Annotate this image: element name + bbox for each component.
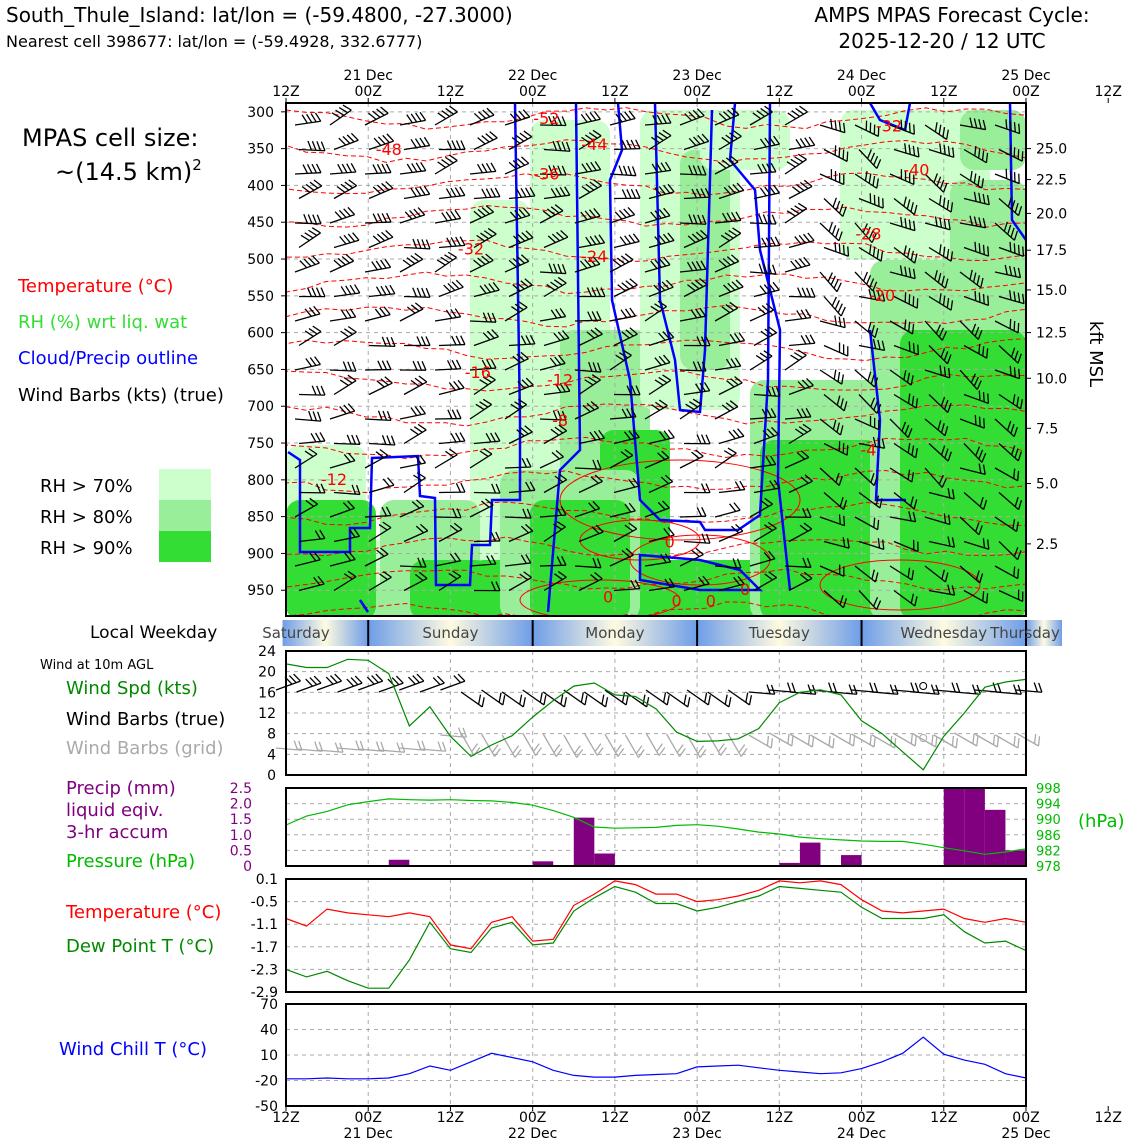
wind-barb-grid — [625, 731, 646, 758]
barb-staff — [543, 734, 556, 757]
barb-staff — [708, 733, 721, 756]
barb-feather — [396, 743, 401, 752]
wind-barb-grid — [995, 727, 1022, 748]
temp-tick-label: -1.1 — [251, 917, 278, 933]
dewpoint-label: Dew Point T (°C) — [66, 936, 214, 957]
temperature-label: -24 — [581, 247, 607, 266]
barb-staff — [680, 516, 706, 517]
bottom-time-label: 00Z — [519, 1110, 546, 1126]
wind-tick-label: 4 — [267, 747, 276, 763]
wind-panel — [258, 644, 1043, 784]
precip-panel — [230, 781, 1061, 875]
windchill-tick-label: 40 — [260, 1023, 278, 1039]
barb-staff — [564, 735, 577, 758]
pressure-tick-label: 700 — [247, 399, 274, 415]
top-time-label: 12Z — [766, 84, 793, 100]
barb-feather — [791, 683, 796, 692]
temperature-label: -8 — [552, 411, 568, 430]
pressure-tick-label: 800 — [247, 473, 274, 489]
wind-tick-label: 0 — [267, 768, 276, 784]
temperature-label: 0 — [665, 532, 675, 551]
wind-barb-true — [502, 685, 528, 707]
wind-barb-true — [852, 681, 879, 692]
temperature-label: -4 — [860, 440, 876, 459]
bottom-time-label: 12Z — [272, 1110, 299, 1126]
barb-staff — [584, 733, 597, 756]
temperature-label: -16 — [465, 363, 491, 382]
temperature-line — [286, 881, 1026, 949]
windchill-tick-label: -50 — [255, 1099, 278, 1115]
barb-staff — [379, 683, 403, 692]
bottom-time-label: 12Z — [766, 1110, 793, 1126]
bottom-date-label: 22 Dec — [508, 1126, 557, 1140]
wind-barb-grid — [810, 727, 837, 748]
wind-tick-label: 20 — [258, 665, 276, 681]
kft-tick-label: 2.5 — [1036, 537, 1058, 553]
temperature-label: -20 — [869, 286, 895, 305]
temperature-label: 0 — [603, 588, 613, 607]
pressure-tick-label: 450 — [247, 215, 274, 231]
barb-feather — [910, 683, 915, 692]
bottom-time-label: 00Z — [848, 1110, 875, 1126]
temperature-label: -28 — [855, 225, 881, 244]
barb-feather — [869, 683, 874, 692]
barb-feather — [442, 742, 447, 751]
pressure-tick-label: 998 — [1036, 782, 1061, 797]
barb-staff — [369, 346, 395, 347]
barb-staff — [474, 493, 500, 494]
wind-barb-true — [543, 685, 569, 707]
temperature-label: -52 — [533, 109, 559, 128]
wind-barb-true — [1016, 681, 1043, 692]
temperature-label: -32 — [458, 239, 484, 258]
barb-staff — [334, 444, 360, 445]
pressure-tick-label: 750 — [247, 436, 274, 452]
barb-staff — [789, 297, 815, 298]
wind-barbs-grid-label: Wind Barbs (grid) — [66, 738, 224, 759]
pressure-tick-label: 900 — [247, 546, 274, 562]
legend-rh80-swatch — [159, 500, 211, 531]
barb-feather — [832, 683, 837, 692]
windchill-tick-label: 10 — [260, 1048, 278, 1064]
pressure-tick-label: 978 — [1036, 860, 1061, 875]
pressure-tick-label: 950 — [247, 583, 274, 599]
temp-panel — [251, 872, 1026, 1001]
temp-tick-label: -2.9 — [251, 985, 278, 1001]
wind-barb-true — [355, 673, 383, 690]
barb-feather — [828, 683, 833, 692]
barb-feather — [915, 683, 920, 692]
wind-barbs-true-label: Wind Barbs (true) — [66, 709, 225, 730]
cell-size-label: MPAS cell size: — [22, 124, 198, 152]
weekday-name: Monday — [585, 624, 644, 642]
wind-tick-label: 24 — [258, 644, 276, 660]
legend-rh70-swatch — [159, 469, 211, 500]
weekday-strip — [262, 620, 1062, 646]
top-date-label: 22 Dec — [508, 68, 557, 84]
temp-tick-label: 0.1 — [256, 872, 278, 888]
barb-feather — [931, 685, 936, 694]
temperature-label: 0 — [740, 580, 750, 599]
top-time-label: 12Z — [930, 84, 957, 100]
barb-staff — [667, 734, 680, 757]
barb-staff — [523, 733, 536, 756]
pressure-line — [286, 799, 1026, 854]
bottom-date-label: 21 Dec — [344, 1126, 393, 1140]
precip-bar — [841, 855, 862, 866]
kft-tick-label: 15.0 — [1036, 283, 1067, 299]
pressure-tick-label: 400 — [247, 178, 274, 194]
weekday-label: Local Weekday — [90, 623, 217, 643]
wind-barb-true — [667, 685, 693, 707]
barb-feather — [1033, 683, 1038, 692]
wind-barb-true — [749, 683, 776, 694]
legend-rh: RH (%) wrt liq. wat — [18, 312, 187, 333]
pressure-tick-label: 600 — [247, 326, 274, 342]
wind-barb-grid — [708, 729, 729, 756]
barb-feather — [956, 683, 961, 692]
temp-label: Temperature (°C) — [65, 902, 221, 923]
pressure-tick-label: 990 — [1036, 813, 1061, 828]
top-time-label: 00Z — [848, 84, 875, 100]
wind-barb-grid — [646, 729, 667, 756]
top-time-label: 00Z — [1012, 84, 1039, 100]
header-subtitle-left: Nearest cell 398677: lat/lon = (-59.4928, 332.6777) — [6, 32, 422, 51]
precip-label-2: liquid eqiv. — [66, 800, 163, 821]
wind-barb-true — [437, 673, 465, 690]
temperature-label: 0 — [706, 591, 716, 610]
wind-barb-true — [584, 685, 610, 707]
barb-staff — [540, 565, 566, 566]
precip-tick-label: 1.0 — [230, 828, 252, 844]
wind-barb-grid — [1016, 725, 1043, 746]
panel-border — [286, 879, 1026, 992]
legend-cloud: Cloud/Precip outline — [18, 348, 198, 369]
wind-barb-grid — [749, 727, 776, 748]
header-title-left: South_Thule_Island: lat/lon = (-59.4800, -27.3000) — [6, 3, 513, 27]
temperature-label: -12 — [321, 470, 347, 489]
temperature-label: -48 — [376, 140, 402, 159]
pressure-label: Pressure (hPa) — [66, 851, 195, 872]
bottom-time-label: 00Z — [355, 1110, 382, 1126]
barb-staff — [728, 734, 741, 757]
barb-staff — [482, 734, 495, 757]
barb-staff — [420, 683, 444, 692]
barb-feather — [437, 742, 442, 751]
bottom-time-axis — [272, 1106, 1122, 1140]
bottom-time-label: 00Z — [1012, 1110, 1039, 1126]
barb-staff — [646, 733, 659, 756]
barb-staff — [276, 681, 300, 690]
bottom-time-label: 12Z — [930, 1110, 957, 1126]
bottom-time-label: 12Z — [601, 1110, 628, 1126]
top-time-label: 12Z — [437, 84, 464, 100]
weekday-name: Tuesday — [748, 624, 810, 642]
top-time-label: 12Z — [601, 84, 628, 100]
temperature-label: -12 — [547, 370, 573, 389]
precip-bar — [800, 843, 821, 866]
top-time-label: 12Z — [272, 84, 299, 100]
wind-barb-true — [396, 673, 424, 690]
bottom-date-label: 24 Dec — [837, 1126, 886, 1140]
kft-tick-label: 17.5 — [1036, 243, 1067, 259]
legend-rh90-swatch — [159, 531, 211, 562]
bottom-time-label: 12Z — [437, 1110, 464, 1126]
wind-tick-label: 12 — [258, 706, 276, 722]
top-time-label: 00Z — [355, 84, 382, 100]
pressure-tick-label: 650 — [247, 362, 274, 378]
kft-axis-title: kft MSL — [1085, 321, 1106, 387]
windchill-label: Wind Chill T (°C) — [59, 1039, 207, 1060]
weekday-name: Sunday — [422, 624, 478, 642]
wind-barb-true — [314, 673, 342, 690]
pressure-tick-label: 850 — [247, 510, 274, 526]
barb-staff — [575, 320, 601, 321]
kft-tick-label: 25.0 — [1036, 142, 1067, 158]
legend-temperature: Temperature (°C) — [17, 276, 173, 297]
temperature-label: 0 — [671, 591, 681, 610]
wind-speed-label: Wind Spd (kts) — [66, 678, 198, 699]
kft-tick-label: 5.0 — [1036, 477, 1058, 493]
weekday-name: Saturday — [262, 624, 330, 642]
barb-staff — [435, 517, 461, 518]
barb-staff — [297, 683, 321, 692]
wind-barb-grid — [564, 731, 585, 758]
temperature-label: -32 — [876, 117, 902, 136]
temperature-label: -36 — [533, 164, 559, 183]
legend-rh70: RH > 70% — [40, 476, 133, 497]
pressure-tick-label: 300 — [247, 105, 274, 121]
precip-bar — [985, 810, 1006, 866]
top-date-label: 25 Dec — [1001, 68, 1050, 84]
wind-barb-true — [934, 681, 961, 692]
precip-bar — [1005, 850, 1026, 866]
temp-tick-label: -2.3 — [251, 962, 278, 978]
top-date-label: 24 Dec — [837, 68, 886, 84]
barb-feather — [1038, 683, 1043, 692]
kft-tick-label: 10.0 — [1036, 371, 1067, 387]
bottom-time-label: 00Z — [683, 1110, 710, 1126]
wind-barb-true — [461, 685, 487, 707]
temperature-label: -40 — [903, 161, 929, 180]
top-time-label: 00Z — [683, 84, 710, 100]
legend-rh80: RH > 80% — [40, 507, 133, 528]
cell-size-value: ~(14.5 km)$^2$ — [55, 156, 202, 186]
barb-feather — [335, 743, 340, 752]
wind-barb-grid — [667, 730, 688, 757]
barb-staff — [474, 541, 500, 542]
wind-tick-label: 16 — [258, 685, 276, 701]
wind-barb-true — [708, 685, 734, 707]
pressure-tick-label: 994 — [1036, 798, 1061, 813]
weekday-name: Wednesday — [900, 624, 987, 642]
kft-tick-label: 22.5 — [1036, 173, 1067, 189]
wind-title: Wind at 10m AGL — [40, 658, 154, 673]
bottom-date-label: 23 Dec — [672, 1126, 721, 1140]
precip-bar — [594, 854, 615, 866]
windchill-panel — [255, 997, 1026, 1115]
bottom-date-label: 25 Dec — [1001, 1126, 1050, 1140]
pressure-tick-label: 350 — [247, 142, 274, 158]
top-time-label: 12Z — [1095, 84, 1122, 100]
temperature-label: -44 — [581, 135, 607, 154]
header-title-right: AMPS MPAS Forecast Cycle: — [814, 3, 1089, 27]
barb-staff — [299, 395, 325, 396]
precip-label-1: Precip (mm) — [66, 778, 176, 799]
precip-tick-label: 0 — [243, 859, 252, 875]
temp-tick-label: -0.5 — [251, 895, 278, 911]
legend-rh90: RH > 90% — [40, 538, 133, 559]
legend-wind: Wind Barbs (kts) (true) — [18, 385, 224, 406]
kft-tick-label: 7.5 — [1036, 421, 1058, 437]
kft-tick-label: 20.0 — [1036, 206, 1067, 222]
wind-barb-grid — [482, 730, 503, 757]
wind-barb-true — [728, 683, 754, 705]
cross-section-panel — [247, 68, 1122, 625]
pressure-tick-label: 986 — [1036, 829, 1061, 844]
precip-bar — [944, 788, 965, 866]
precip-tick-label: 0.5 — [230, 843, 252, 859]
pressure-tick-label: 982 — [1036, 844, 1061, 859]
barb-staff — [338, 683, 362, 692]
precip-label-3: 3-hr accum — [66, 822, 168, 843]
calm-marker — [920, 683, 927, 690]
precip-tick-label: 2.5 — [230, 781, 252, 797]
weekday-name: Thursday — [989, 624, 1060, 642]
windchill-line — [286, 1037, 1026, 1079]
windchill-tick-label: -20 — [255, 1074, 278, 1090]
wind-barb-true — [769, 681, 796, 692]
bottom-time-label: 12Z — [1095, 1110, 1122, 1126]
wind-tick-label: 8 — [267, 727, 276, 743]
wind-barb-grid — [584, 729, 605, 756]
barb-feather — [890, 685, 895, 694]
pressure-tick-label: 550 — [247, 289, 274, 305]
header-cycle: 2025-12-20 / 12 UTC — [838, 29, 1045, 53]
wind-barb-true — [893, 681, 920, 692]
top-time-label: 00Z — [519, 84, 546, 100]
windchill-tick-label: 70 — [260, 997, 278, 1013]
pressure-tick-label: 500 — [247, 252, 274, 268]
precip-tick-label: 2.0 — [230, 797, 252, 813]
kft-tick-label: 12.5 — [1036, 326, 1067, 342]
barb-staff — [605, 734, 618, 757]
precip-tick-label: 1.5 — [230, 812, 252, 828]
temp-tick-label: -1.7 — [251, 940, 278, 956]
top-date-label: 21 Dec — [344, 68, 393, 84]
pressure-unit: (hPa) — [1078, 811, 1125, 832]
barb-feather — [787, 683, 792, 692]
barb-feather — [873, 683, 878, 692]
barb-feather — [951, 683, 956, 692]
top-date-label: 23 Dec — [672, 68, 721, 84]
